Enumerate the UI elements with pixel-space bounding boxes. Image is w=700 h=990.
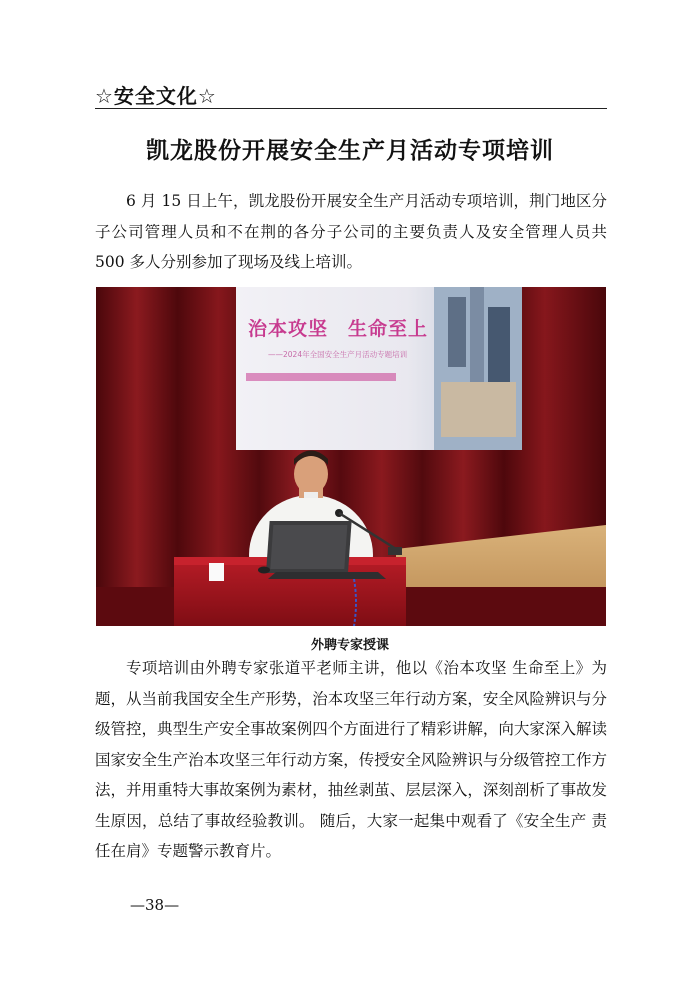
training-photo [96,287,606,626]
slide-title: 治本攻坚 生命至上 [248,318,429,340]
paper-cup [209,563,224,581]
header-divider [95,108,607,109]
slide-subtitle: ——2024年全国安全生产月活动专题培训 [268,350,408,359]
projection-screen [236,287,522,450]
section-header: ☆安全文化☆ [95,84,217,108]
photo-caption: 外聘专家授课 [310,638,389,653]
paragraph-body: 专项培训由外聘专家张道平老师主讲，他以《治本攻坚 生命至上》为题，从当前我国安全生产形势，治本攻坚三年行动方案，安全风险辨识与分级管控，典型生产安全事故案例四个方面进行了精彩讲解，向大家深入解读国家安全生产治本攻坚三年行动方案，传授安全风险辨识与分级管控工作方法，并用重特大事故案例为素材，抽丝剥茧、层层深入，深刻剖析了事故发生原因，总结了事故经验教训。 随后，大家一起集中观看了《安全生产 责任在肩》专题警示教育片。 [95,659,607,860]
page-number: —38— [130,896,180,914]
article-title: 凯龙股份开展安全生产月活动专项培训 [146,138,554,164]
mouse [258,567,270,574]
paragraph-intro: 6 月 15 日上午，凯龙股份开展安全生产月活动专项培训，荆门地区分子公司管理人员和不在荆的各分子公司的主要负责人及安全管理人员共 500 多人分别参加了现场及线上培训。 [95,192,607,271]
